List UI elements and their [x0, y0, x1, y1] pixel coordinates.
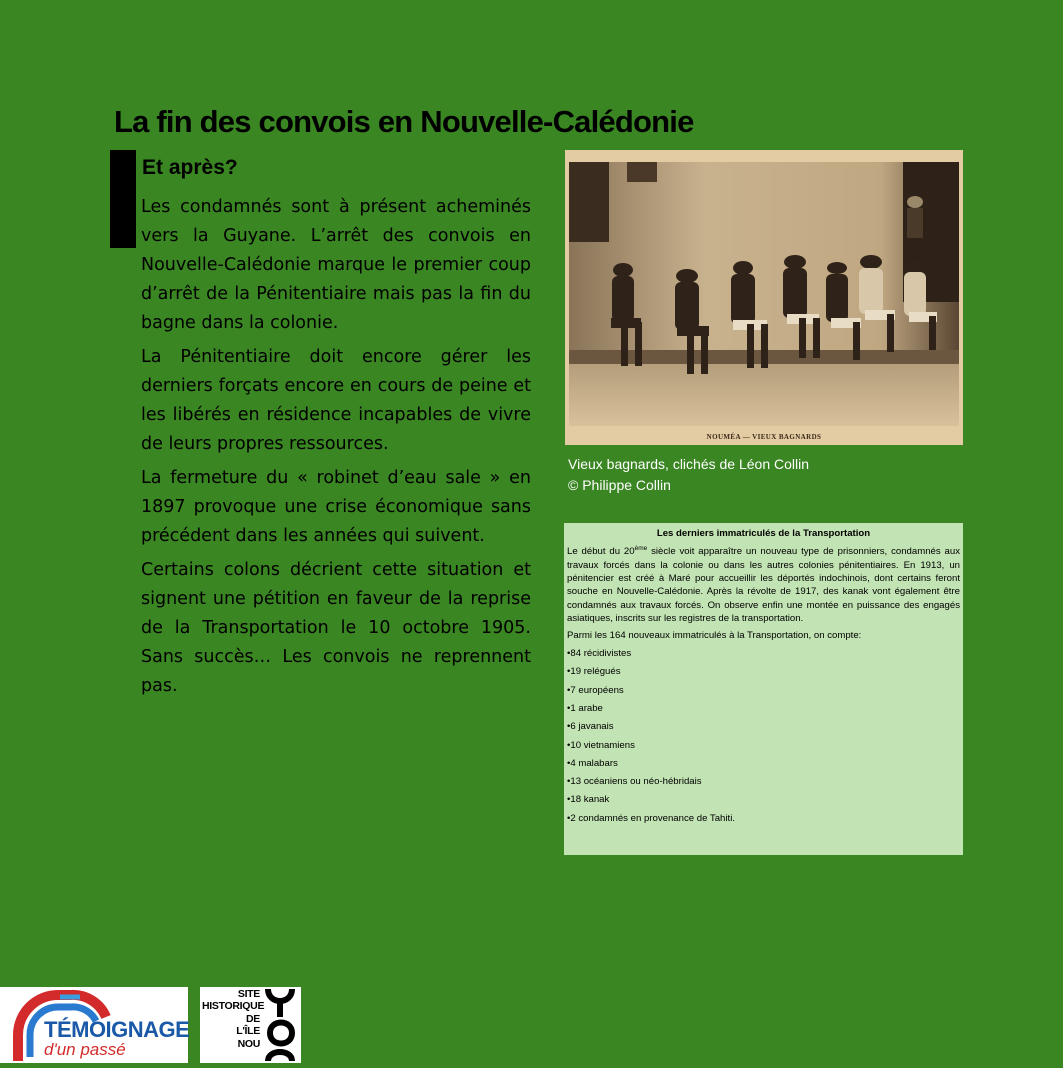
temoignage-logo	[0, 987, 188, 1063]
info-text: siècle voit apparaître un nouveau type de prisonniers, condamnés aux travaux forcés dans la colonie ou dans les autres colonies pénitentiaires. En 1913, un pénitencier est créé à Maré pour accueillir les déportés indochinois, dont certains feront souche en Nouvelle-Calédonie. Après la révolte de 1917, des kanak vont également être condamnés aux travaux forcés. On observe enfin une montée en puissance des engagés asiatiques, inscrits sur les registres de la transportation.	[567, 546, 960, 625]
body-paragraph: La Pénitentiaire doit encore gérer les derniers forçats encore en cours de peine et les libérés en résidence incapables de vivre de leurs propres ressources.	[141, 347, 531, 454]
body-paragraph: Certains colons décrient cette situation et signent une pétition en faveur de la reprise de la Transportation le 10 octobre 1905. Sans succès… Les convois ne reprennent pas.	[141, 560, 531, 696]
list-item: •18 kanak	[567, 794, 610, 806]
info-box-paragraph	[567, 542, 960, 626]
info-superscript: ème	[634, 545, 648, 552]
historic-photo	[565, 150, 963, 445]
caption-line: Vieux bagnards, clichés de Léon Collin	[568, 456, 810, 472]
chain-link-icon	[262, 987, 300, 1063]
list-item: •13 océaniens ou néo-hébridais	[567, 776, 702, 788]
list-item: •4 malabars	[567, 757, 618, 769]
photo-label: NOUMÉA — VIEUX BAGNARDS	[706, 433, 822, 441]
info-box	[564, 523, 963, 855]
body-paragraph: La fermeture du « robinet d’eau sale » en 1897 provoque une crise économique sans précédent dans les années qui suivent.	[141, 468, 531, 546]
page-title: La fin des convois en Nouvelle-Calédonie	[114, 104, 694, 139]
info-box-list	[567, 645, 960, 828]
info-box-lead: Parmi les 164 nouveaux immatriculés à la Transportation, on compte:	[567, 629, 862, 641]
body-text	[141, 193, 531, 706]
photo-caption	[568, 454, 963, 496]
list-item: •6 javanais	[567, 721, 614, 733]
ile-nou-text: SITE HISTORIQUE DE L'ÎLE NOU	[202, 988, 265, 1050]
info-text: Le début du 20	[567, 546, 635, 558]
photo-illustration	[565, 150, 963, 445]
list-item: •10 vietnamiens	[567, 739, 635, 751]
ile-nou-logo	[200, 987, 301, 1063]
section-subtitle: Et après?	[142, 156, 238, 179]
body-paragraph: Les condamnés sont à présent acheminés vers la Guyane. L’arrêt des convois en Nouvelle-Calédonie marque le premier coup d’arrêt de la Pénitentiaire mais pas la fin du bagne dans la colonie.	[141, 197, 531, 333]
list-item: •84 récidivistes	[567, 648, 632, 660]
list-item: •1 arabe	[567, 702, 603, 714]
list-item: •2 condamnés en provenance de Tahiti.	[567, 812, 735, 824]
temoignage-subtitle: d'un passé	[44, 1040, 126, 1059]
caption-line: © Philippe Collin	[568, 477, 671, 493]
info-box-title: Les derniers immatriculés de la Transportation	[656, 528, 871, 539]
list-item: •19 relégués	[567, 666, 621, 678]
heading-accent-bar	[110, 150, 136, 248]
list-item: •7 européens	[567, 684, 624, 696]
temoignage-word: TÉMOIGNAGE	[44, 1017, 190, 1042]
